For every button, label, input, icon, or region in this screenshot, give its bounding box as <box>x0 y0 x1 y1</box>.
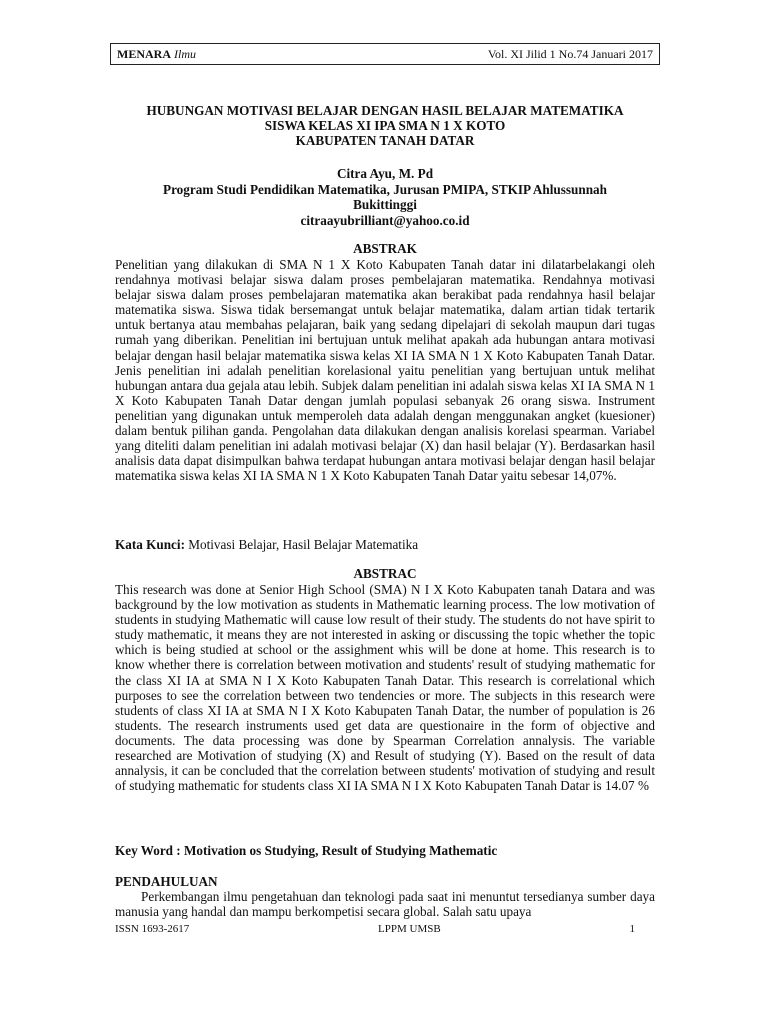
journal-name-italic: Ilmu <box>174 46 196 61</box>
journal-header <box>110 43 660 65</box>
author-affiliation-2: Bukittinggi <box>353 197 417 212</box>
abstrac-heading: ABSTRAC <box>353 566 417 581</box>
author-block <box>110 166 660 228</box>
footer-issn: ISSN 1693-2617 <box>115 923 190 935</box>
abstrac-text: This research was done at Senior High School (SMA) N I X Koto Kabupaten tanah Datara and was background by the low motivation as students in Mathematic learning process. The low motivation of students in studying Mathematic will cause low result of their study. The students do not have spirit to study mathematic, it means they are not interested in asking or discussing the topic whether the topic which is being studied at school or the assighment whis will be done at home. This research is to know whether there is correlation between motivation and students' result of studying mathematic for the class XI IA at SMA N I X Koto Kabupaten Tanah Datar. This research is correlational which purposes to see the correlation between two tendencies or more. The subjects in this research were students of class XI IA at SMA N I X Koto Kabupaten Tanah Datar, the number of population is 26 students. The research instruments used get data are questionaire in the form of objective and documents. The data processing was done by Spearman Correlation annalysis. The variable researched are Motivation of studying (X) and Result of studying (Y). Based on the result of data annalysis, it can be concluded that the correlation between students' motivation of studying and result of studying mathematic for students class XI IA SMA N I X Koto Kabupaten Tanah Datar is 14.07 % <box>115 582 655 794</box>
author-affiliation-1: Program Studi Pendidikan Matematika, Jurusan PMIPA, STKIP Ahlussunnah <box>163 181 607 197</box>
title-line-3: KABUPATEN TANAH DATAR <box>295 133 475 149</box>
journal-name <box>117 47 196 62</box>
pendahuluan-text: Perkembangan ilmu pengetahuan dan teknologi pada saat ini menuntut tersedianya sumber daya manusia yang handal dan mampu berkompetisi secara global. Salah satu upaya <box>115 889 655 920</box>
journal-name-bold: MENARA <box>117 46 171 61</box>
author-email: citraayubrilliant@yahoo.co.id <box>300 212 470 228</box>
key-word: Key Word : Motivation os Studying, Result of Studying Mathematic <box>115 843 498 858</box>
journal-volume: Vol. XI Jilid 1 No.74 Januari 2017 <box>487 46 653 61</box>
footer-publisher: LPPM UMSB <box>378 923 441 935</box>
author-name: Citra Ayu, M. Pd <box>336 166 434 181</box>
kata-kunci-label: Kata Kunci: <box>115 537 185 552</box>
pendahuluan-heading: PENDAHULUAN <box>115 874 218 889</box>
abstrak-text: Penelitian yang dilakukan di SMA N 1 X Koto Kabupaten Tanah datar ini dilatarbelakangi oleh rendahnya motivasi belajar siswa dalam proses pembelajaran matematika. Rendahnya motivasi belajar siswa dalam proses pembelajaran matematika akan berakibat pada rendahnya hasil belajar matematika siswa. Siswa tidak bersemangat untuk belajar matematika, dalam artian tidak tertarik untuk bertanya atau membahas pelajaran, baik yang sedang dipelajari di sekolah maupun dari tugas rumah yang diberikan. Penelitian ini bertujuan untuk melihat apakah ada hubungan antara motivasi belajar dengan hasil belajar matematika siswa kelas XI IA SMA N 1 X Koto Kabupaten Tanah Datar. Jenis penelitian ini adalah penelitian korelasional yaitu penelitian yang bertujuan untuk melihat hubungan antara dua gejala atau lebih. Subjek dalam penelitian ini adalah siswa kelas XI IA SMA N 1 X Koto Kabupaten Tanah Datar dengan jumlah populasi sebanyak 26 orang siswa. Instrument penelitian yang digunakan untuk memperoleh data adalah dengan menggunakan angket (kuesioner) dalam bentuk pilihan ganda. Pengolahan data dilakukan dengan analisis korelasi spearman. Variabel yang diteliti dalam penelitian ini adalah motivasi belajar (X) dan hasil belajar (Y). Berdasarkan hasil analisis data dapat disimpulkan bahwa terdapat hubungan antara motivasi belajar dengan hasil belajar matematika siswa kelas XI IA SMA N 1 X Koto Kabupaten Tanah Datar yaitu sebesar 14,07%. <box>115 257 655 484</box>
paper-title <box>110 103 660 149</box>
footer-page-number: 1 <box>629 923 635 935</box>
title-line-1: HUBUNGAN MOTIVASI BELAJAR DENGAN HASIL BELAJAR MATEMATIKA <box>146 103 624 118</box>
abstrak-heading: ABSTRAK <box>353 241 417 256</box>
title-line-2: SISWA KELAS XI IPA SMA N 1 X KOTO <box>264 118 506 134</box>
kata-kunci <box>115 537 655 552</box>
page-footer <box>115 923 635 936</box>
kata-kunci-value: Motivasi Belajar, Hasil Belajar Matematika <box>184 537 419 552</box>
